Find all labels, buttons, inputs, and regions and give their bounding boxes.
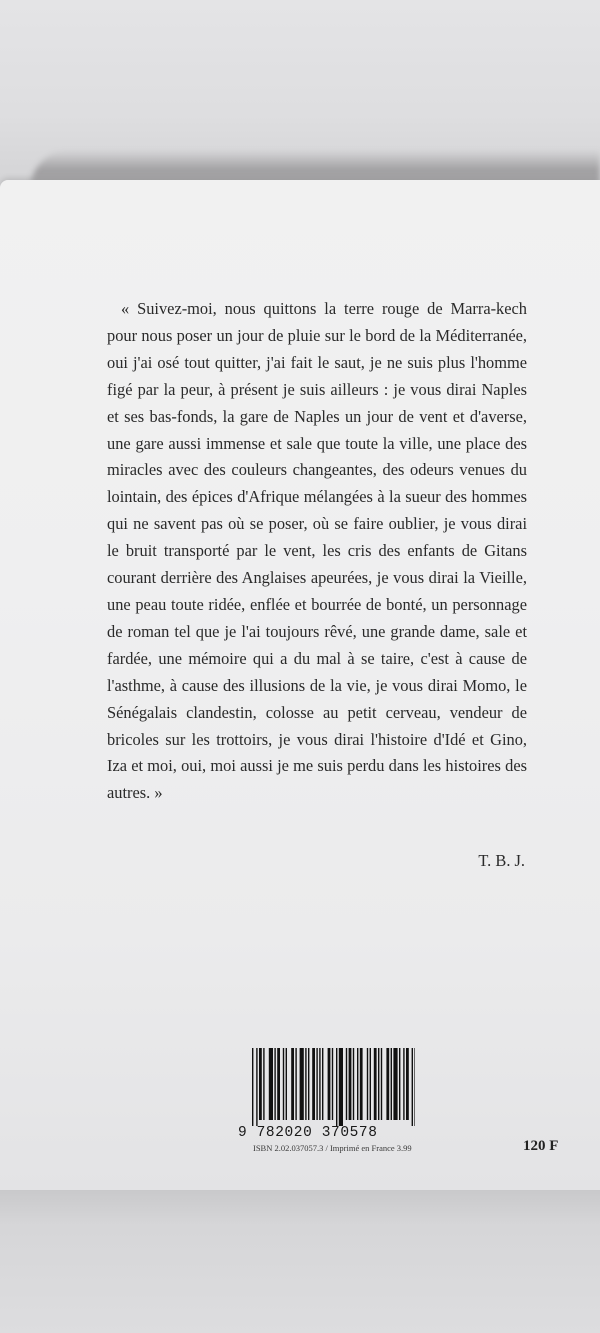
background-bottom [0,1190,600,1333]
barcode-bar [339,1048,343,1126]
barcode-bar [312,1048,315,1120]
barcode-bars [238,1048,415,1126]
barcode-bar [269,1048,273,1120]
barcode-bar [328,1048,331,1120]
barcode-bar [277,1048,280,1120]
barcode-bar [381,1048,382,1120]
barcode-bar [263,1048,264,1120]
barcode-bar [391,1048,392,1120]
barcode-digits: 9 782020 370578 [238,1125,378,1141]
barcode-bar [274,1048,275,1120]
barcode-bar [256,1048,257,1126]
barcode-bar [319,1048,320,1120]
isbn-line: ISBN 2.02.037057.3 / Imprimé en France 3.99 [253,1143,412,1153]
barcode-bar [406,1048,409,1120]
barcode-bar [386,1048,389,1120]
barcode-bar [399,1048,400,1120]
barcode-bar [412,1048,413,1126]
barcode-bar [291,1048,294,1120]
barcode-bar [332,1048,333,1120]
barcode-bar [367,1048,368,1120]
barcode-bar [378,1048,379,1120]
barcode-bar [357,1048,358,1120]
barcode-bar [346,1048,347,1120]
barcode-bar [300,1048,304,1120]
barcode-bar [252,1048,253,1126]
author-initials: T. B. J. [478,851,525,870]
barcode-bar [286,1048,287,1120]
barcode-bar [308,1048,309,1120]
barcode-bar [414,1048,415,1126]
barcode-bar [374,1048,377,1120]
barcode-bar [259,1048,262,1120]
price: 120 F [523,1138,559,1154]
barcode-bar [349,1048,352,1120]
barcode [238,1048,415,1141]
barcode-bar [353,1048,354,1120]
barcode-bar [316,1048,317,1120]
barcode-bar [403,1048,404,1120]
barcode-bar [393,1048,397,1120]
barcode-bar [322,1048,323,1120]
barcode-bar [283,1048,284,1120]
blurb-text: « Suivez-moi, nous quittons la terre rouge de Marra-​kech pour nous poser un jour de pluie sur le bord de la Méditerranée, oui j'ai osé tout quitter, j'ai fait le saut, je ne suis plus l'homme figé par la peur, à présent je suis ailleurs : je vous dirai Naples et ses bas-fonds, la gare de Naples un jour de vent et d'averse, une gare aussi immense et sale que toute la ville, une place des miracles avec des couleurs changeantes, des odeurs venues du lointain, des épices d'Afrique mélangées à la sueur des hommes qui ne savent pas où se poser, où se faire oublier, je vous dirai le bruit transporté par le vent, les cris des enfants de Gitans courant derrière des Anglaises apeurées, je vous dirai la Vieille, une peau toute ridée, enflée et bourrée de bonté, un personnage de roman tel que je l'ai toujours rêvé, une grande dame, sale et fardée, une mémoire qui a du mal à se taire, c'est à cause de l'asthme, à cause des illusions de la vie, je vous dirai Momo, le Sénégalais clandestin, colosse au petit cerveau, vendeur de bricoles sur les trottoirs, je vous dirai l'histoire d'Idé et Gino, Iza et moi, oui, moi aussi je me suis perdu dans les histoires des autres. » [107,299,527,803]
barcode-bar [305,1048,306,1120]
barcode-bar [360,1048,363,1120]
barcode-bar [295,1048,296,1120]
barcode-bar [370,1048,371,1120]
barcode-bar [336,1048,337,1126]
